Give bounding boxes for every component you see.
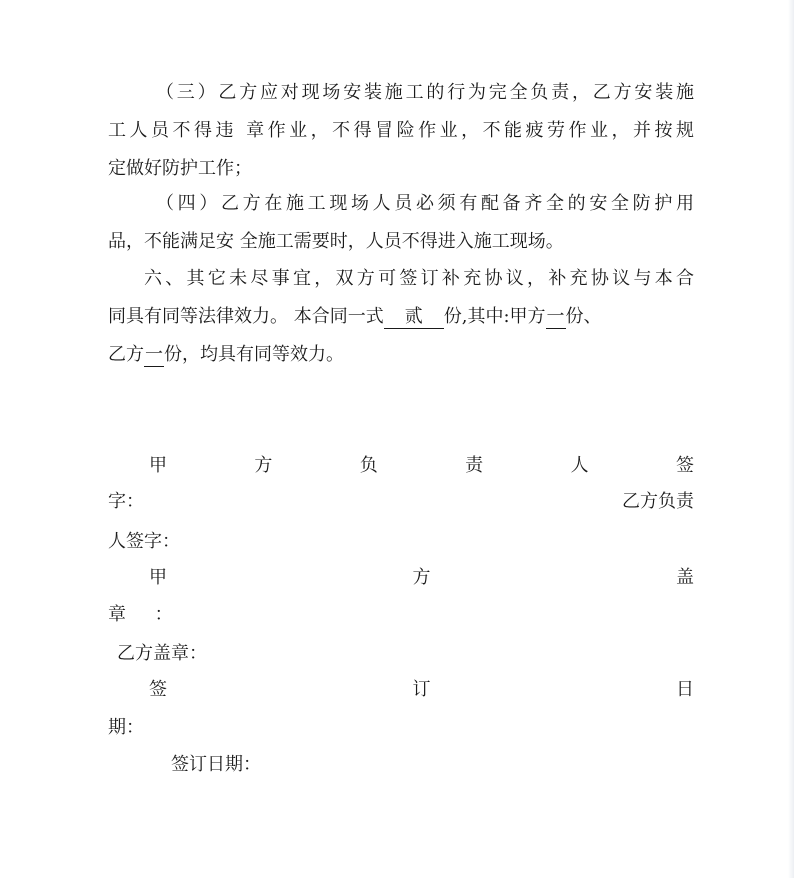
clause-6-line-3 [108,342,694,368]
party-a-seal-label [108,565,694,591]
date-char: 签 [149,679,167,700]
clause-6-line-2-text-c: 份、 [565,306,602,327]
sign-date-b-label: 签订日期： [171,754,261,775]
sig-char: 方 [254,455,273,476]
party-a-signature-tail: 字： [108,491,144,512]
sign-date-label [108,677,694,703]
clause-6-line-1: 六、其它未尽事宜，双方可签订补充协议，补充协议与本合 [144,268,694,289]
copies-total-underline: 贰 [384,306,444,329]
date-char: 订 [412,679,431,700]
clause-6-line-2-text-b: 份,其中:甲方 [443,306,546,327]
sig-char: 签 [675,455,694,476]
sig-char: 甲 [149,455,167,476]
date-char: 日 [676,679,694,700]
signature-line-2 [108,489,694,515]
sig-char: 责 [465,455,484,476]
clause-3-line-1: （三）乙方应对现场安装施工的行为完全负责，乙方安装施 [156,82,694,103]
clause-4-line-2: 品，不能满足安 全施工需要时，人员不得进入施工现场。 [108,231,564,252]
copies-party-a-underline: 一 [546,306,565,327]
clause-3-line-2: 工人员不得违 章作业，不得冒险作业，不能疲劳作业，并按规 [108,120,694,141]
party-b-signature-label-tail: 人签字： [108,531,180,552]
seal-char: 甲 [149,567,167,588]
copies-party-b-underline: 一 [145,344,163,365]
sig-char: 人 [570,455,589,476]
party-a-signature-label [108,453,694,479]
party-a-seal-tail: 章 ： [108,604,173,625]
clause-6-line-2 [108,304,694,330]
clause-6-line-3-text-a: 乙方 [108,344,144,365]
clause-6-line-2-text-a: 同具有同等法律效力。 本合同一式 [108,306,384,327]
clause-3-line-3: 定做好防护工作； [108,158,252,179]
party-b-seal-label: 乙方盖章： [117,643,207,664]
sign-date-tail: 期： [108,717,144,738]
clause-4-line-1: （四）乙方在施工现场人员必须有配备齐全的安全防护用 [156,193,694,214]
party-b-signature-label-head: 乙方负责 [622,491,694,512]
clause-6-line-3-text-b: 份，均具有同等效力。 [164,344,344,365]
page-edge-shadow [788,0,794,878]
sig-char: 负 [359,455,378,476]
seal-char: 方 [412,567,431,588]
seal-char: 盖 [676,567,694,588]
